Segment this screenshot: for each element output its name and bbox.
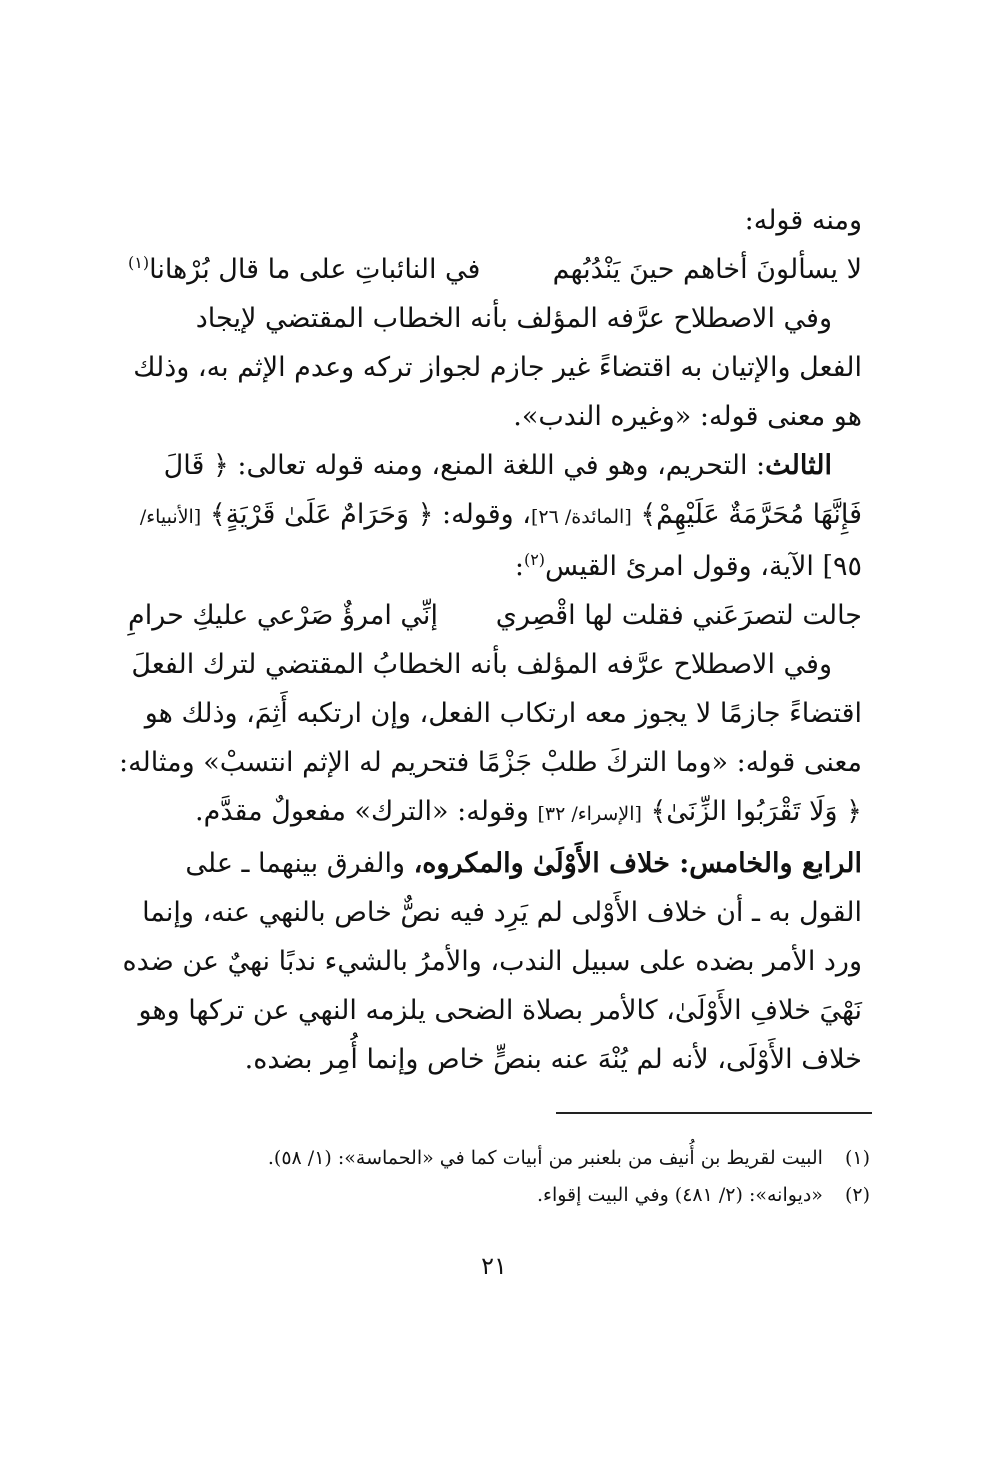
- page-number: ٢١: [481, 1252, 507, 1280]
- footnote: [300, 1177, 870, 1214]
- footnote: [267, 1140, 870, 1177]
- third-text: :: [514, 551, 524, 582]
- text-line: وفي الاصطلاح عرَّفه المؤلف بأنه الخطابُ المقتضي لترك الفعلَ: [131, 649, 832, 680]
- third-heading-line: [128, 441, 862, 490]
- poem-verse-2: [128, 591, 862, 640]
- fourth-heading-line: [128, 839, 862, 888]
- footnote-text: «ديوانه»: (٢/ ٤٨١) وفي البيت إقواء.: [536, 1184, 823, 1206]
- text-line: وفي الاصطلاح عرَّفه المؤلف بأنه الخطاب المقتضي لإيجاد: [195, 303, 832, 334]
- footnote-number: (٢): [844, 1184, 870, 1206]
- example-line: [128, 787, 862, 839]
- main-text: [118, 196, 862, 1084]
- footnote-marker-2: (٢): [523, 550, 546, 569]
- third-heading: الثالث: [765, 450, 832, 481]
- text-line: خلاف الأَوْلَى، لأنه لم يُنْهَ عنه بنصٍّ خاص وإنما أُمِر بضده.: [244, 1044, 862, 1075]
- text-line: هو معنى قوله: «وغيره الندب».: [513, 401, 862, 432]
- verse-left-hemistich: [128, 245, 480, 294]
- third-line-2: [128, 490, 862, 542]
- verse-right-hemistich: جالت لتصرَعَني فقلت لها اقْصِري: [495, 600, 862, 631]
- footnote-text: البيت لقريط بن أُنيف من بلعنبر من أبيات كما في «الحماسة»: (١/ ٥٨).: [267, 1147, 823, 1169]
- quran-verse: فَإِنَّهَا مُحَرَّمَةٌ عَلَيْهِمْ﴾: [640, 499, 862, 530]
- fourth-text: والفرق بينهما ـ على: [185, 848, 414, 879]
- third-text: ، وقوله: ﴿ وَحَرَامٌ عَلَىٰ قَرْيَةٍ﴾: [209, 499, 531, 530]
- footnote-divider: [556, 1112, 872, 1114]
- fourth-heading: الرابع والخامس: خلاف الأَوْلَىٰ والمكروه،: [413, 848, 862, 879]
- verse-reference: [الإسراء/ ٣٢]: [537, 803, 642, 825]
- text-line: ومنه قوله:: [744, 205, 862, 236]
- verse-left-hemistich: إنِّي امرؤٌ صَرْعي عليكِ حرامِ: [128, 600, 438, 631]
- poem-verse-1: [128, 245, 862, 294]
- text-line: نَهْيَ خلافِ الأَوْلَىٰ، كالأمر بصلاة الضحى يلزمه النهي عن تركها وهو: [138, 995, 862, 1026]
- verse-reference: [الأنبياء/: [139, 506, 202, 528]
- third-text: : التحريم، وهو في اللغة المنع، ومنه قوله تعالى: ﴿ قَالَ: [163, 450, 766, 481]
- footnote-number: (١): [844, 1147, 870, 1169]
- verse-right-hemistich: لا يسألونَ أخاهم حينَ يَنْدُبُهم: [552, 254, 862, 285]
- third-text: ٩٥] الآية، وقول امرئ القيس: [545, 551, 862, 582]
- example-text: وقوله: «الترك» مفعولٌ مقدَّم.: [195, 796, 529, 827]
- verse-left-text: في النائباتِ على ما قال بُرْهانا: [149, 254, 481, 285]
- text-line: معنى قوله: «وما التركَ طلبْ جَزْمًا فتحريم له الإثم انتسبْ» ومثاله:: [118, 747, 862, 778]
- third-line-3: [128, 542, 862, 591]
- footnotes: [267, 1140, 870, 1214]
- text-line: الفعل والإتيان به اقتضاءً غير جازم لجواز تركه وعدم الإثم به، وذلك: [133, 352, 862, 383]
- text-line: اقتضاءً جازمًا لا يجوز معه ارتكاب الفعل، وإن ارتكبه أَثِمَ، وذلك هو: [144, 698, 862, 729]
- footnote-marker-1: (١): [128, 253, 150, 272]
- text-line: ورد الأمر بضده على سبيل الندب، والأمرُ بالشيء ندبًا نهيٌ عن ضده: [122, 946, 862, 977]
- verse-reference: [المائدة/ ٢٦]: [530, 506, 632, 528]
- text-line: القول به ـ أن خلاف الأَوْلى لم يَرِد فيه نصٌّ خاص بالنهي عنه، وإنما: [142, 897, 862, 928]
- quran-verse: ﴿ وَلَا تَقْرَبُوا الزِّنَىٰ﴾: [650, 796, 862, 827]
